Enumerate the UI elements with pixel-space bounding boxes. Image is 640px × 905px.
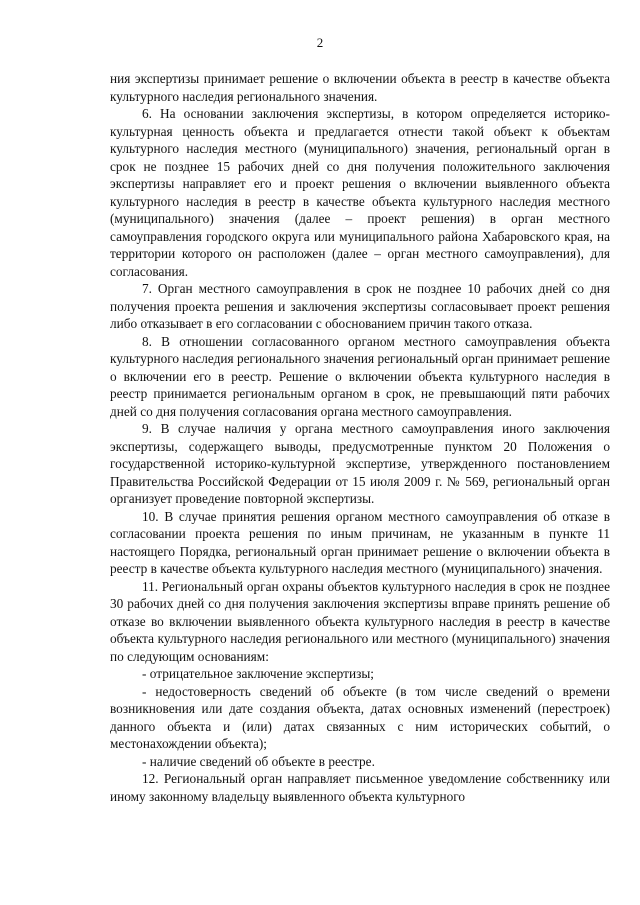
paragraph-8: 8. В отношении согласованного органом местного самоуправления объекта культурного наследия регионального значения региональный орган принимает решение о включении его в реестр. Решение о включении объекта культурного наследия в реестр принимается региональным органом в срок, не превышающий пяти рабочих дней со дня получения согласования органа местного самоуправления. [110,333,610,419]
list-item-negative-conclusion: - отрицательное заключение экспертизы; [142,666,374,681]
list-item-already-in-registry: - наличие сведений об объекте в реестре. [142,753,375,769]
paragraph-continuation: ния экспертизы принимает решение о включении объекта в реестр в качестве объекта культурного наследия регионального значения. [110,71,610,104]
page-number: 2 [316,35,324,50]
paragraph-12: 12. Региональный орган направляет письменное уведомление собственнику или иному законному владельцу выявленного объекта культурного [110,771,610,804]
document-body [110,70,610,805]
paragraph-10: 10. В случае принятия решения органом местного самоуправления об отказе в согласовании проекта решения по иным причинам, не указанным в пункте 11 настоящего Порядка, региональный орган принимает решение о включении объекта в реестр в качестве объекта культурного наследия местного (муниципального) значения. [110,508,610,576]
paragraph-6: 6. На основании заключения экспертизы, в котором определяется историко-культурная ценность объекта и предлагается отнести такой объект к объектам культурного наследия местного (муниципального) значения, региональный орган в срок не позднее 15 рабочих дней со дня получения положительного заключения экспертизы направляет его и проект решения о включении выявленного объекта культурного наследия в реестр в качестве объекта культурного наследия местного (муниципального) значения (далее – проект решения) в орган местного самоуправления городского округа или муниципального района Хабаровского края, на территории которого он расположен (далее – орган местного самоуправления), для согласования. [110,106,610,279]
list-item-unreliable-info: - недостоверность сведений об объекте (в том числе сведений о времени возникновения или дате создания объекта, датах основных изменений (перестроек) данного объекта и (или) датах связанных с ним исторических событий, о местонахождении объекта); [110,683,610,751]
paragraph-7: 7. Орган местного самоуправления в срок не позднее 10 рабочих дней со дня получения проекта решения и заключения экспертизы согласовывает проект решения либо отказывает в его согласовании с обоснованием причин такого отказа. [110,281,610,331]
paragraph-9: 9. В случае наличия у органа местного самоуправления иного заключения экспертизы, содержащего выводы, предусмотренные пунктом 20 Положения о государственной историко-культурной экспертизе, утвержденного постановлением Правительства Российской Федерации от 15 июля 2009 г. № 569, региональный орган организует проведение повторной экспертизы. [110,421,610,506]
paragraph-11: 11. Региональный орган охраны объектов культурного наследия в срок не позднее 30 рабочих дней со дня получения заключения экспертизы вправе принять решение об отказе во включении выявленного объекта культурного наследия в реестр в качестве объекта культурного наследия регионального или местного (муниципального) значения по следующим основаниям: [110,578,610,664]
